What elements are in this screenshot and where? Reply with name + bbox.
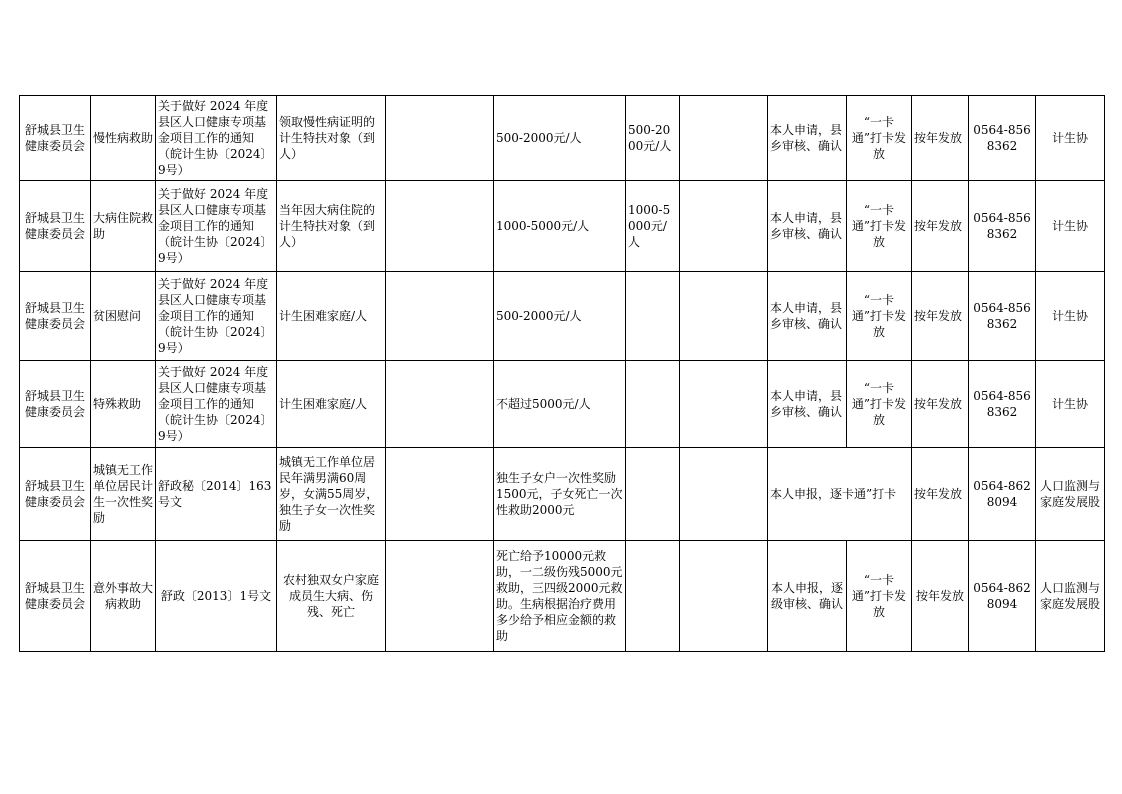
dept-cell: 舒城县卫生健康委员会 xyxy=(20,361,91,448)
target-cell: 计生困难家庭/人 xyxy=(277,272,386,361)
basis-cell: 关于做好 2024 年度县区人口健康专项基金项目工作的通知（皖计生协〔2024〕9号） xyxy=(156,181,277,272)
contact-cell: 计生协 xyxy=(1036,361,1105,448)
blank-cell xyxy=(680,96,768,181)
project-cell: 特殊救助 xyxy=(91,361,156,448)
project-cell: 城镇无工作单位居民计生一次性奖励 xyxy=(91,448,156,541)
project-cell: 意外事故大病救助 xyxy=(91,541,156,652)
method-cell: “一卡通”打卡发放 xyxy=(847,541,912,652)
procedure-cell: 本人申请，县乡审核、确认 xyxy=(768,181,847,272)
method-cell: “一卡通”打卡发放 xyxy=(847,361,912,448)
procedure-cell: 本人申请，县乡审核、确认 xyxy=(768,96,847,181)
procedure-cell: 本人申请，县乡审核、确认 xyxy=(768,361,847,448)
basis-cell: 关于做好 2024 年度县区人口健康专项基金项目工作的通知（皖计生协〔2024〕9号） xyxy=(156,96,277,181)
cycle-cell: 按年发放 xyxy=(912,541,969,652)
dept-cell: 舒城县卫生健康委员会 xyxy=(20,96,91,181)
phone-cell: 0564-8568362 xyxy=(969,96,1036,181)
basis-cell: 关于做好 2024 年度县区人口健康专项基金项目工作的通知（皖计生协〔2024〕9号） xyxy=(156,361,277,448)
procedure-cell: 本人申报，逐卡通”打卡 xyxy=(768,448,912,541)
table-row xyxy=(20,448,1105,541)
cycle-cell: 按年发放 xyxy=(912,181,969,272)
amount-cell: 500-2000元/人 xyxy=(626,96,680,181)
dept-cell: 舒城县卫生健康委员会 xyxy=(20,181,91,272)
basis-cell: 舒政〔2013〕1号文 xyxy=(156,541,277,652)
amount-cell xyxy=(626,448,680,541)
blank-cell xyxy=(386,181,494,272)
phone-cell: 0564-8568362 xyxy=(969,272,1036,361)
table-row xyxy=(20,541,1105,652)
blank-cell xyxy=(386,448,494,541)
project-cell: 大病住院救助 xyxy=(91,181,156,272)
blank-cell xyxy=(386,272,494,361)
contact-cell: 计生协 xyxy=(1036,181,1105,272)
amount-cell xyxy=(626,272,680,361)
table-row xyxy=(20,272,1105,361)
amount-cell xyxy=(626,541,680,652)
blank-cell xyxy=(386,361,494,448)
target-cell: 当年因大病住院的计生特扶对象（到人） xyxy=(277,181,386,272)
target-cell: 计生困难家庭/人 xyxy=(277,361,386,448)
target-cell: 城镇无工作单位居民年满男满60周岁，女满55周岁，独生子女一次性奖励 xyxy=(277,448,386,541)
standard-cell: 1000-5000元/人 xyxy=(494,181,626,272)
amount-cell: 1000-5000元/人 xyxy=(626,181,680,272)
method-cell: “一卡通”打卡发放 xyxy=(847,96,912,181)
table-row xyxy=(20,361,1105,448)
basis-cell: 关于做好 2024 年度县区人口健康专项基金项目工作的通知（皖计生协〔2024〕9号） xyxy=(156,272,277,361)
contact-cell: 计生协 xyxy=(1036,96,1105,181)
contact-cell: 人口监测与家庭发展股 xyxy=(1036,541,1105,652)
target-cell: 领取慢性病证明的计生特扶对象（到人） xyxy=(277,96,386,181)
blank-cell xyxy=(386,96,494,181)
cycle-cell: 按年发放 xyxy=(912,361,969,448)
phone-cell: 0564-8568362 xyxy=(969,181,1036,272)
blank-cell xyxy=(680,361,768,448)
standard-cell: 不超过5000元/人 xyxy=(494,361,626,448)
phone-cell: 0564-8628094 xyxy=(969,541,1036,652)
phone-cell: 0564-8568362 xyxy=(969,361,1036,448)
procedure-cell: 本人申请，县乡审核、确认 xyxy=(768,272,847,361)
project-cell: 慢性病救助 xyxy=(91,96,156,181)
project-cell: 贫困慰问 xyxy=(91,272,156,361)
basis-cell: 舒政秘〔2014〕163号文 xyxy=(156,448,277,541)
blank-cell xyxy=(680,272,768,361)
dept-cell: 舒城县卫生健康委员会 xyxy=(20,448,91,541)
standard-cell: 500-2000元/人 xyxy=(494,272,626,361)
cycle-cell: 按年发放 xyxy=(912,96,969,181)
standard-cell: 死亡给予10000元救助，一二级伤残5000元救助，三四级2000元救助。生病根据治疗费用多少给予相应金额的救助 xyxy=(494,541,626,652)
blank-cell xyxy=(680,181,768,272)
blank-cell xyxy=(680,541,768,652)
contact-cell: 人口监测与家庭发展股 xyxy=(1036,448,1105,541)
method-cell: “一卡通”打卡发放 xyxy=(847,181,912,272)
amount-cell xyxy=(626,361,680,448)
standard-cell: 独生子女户一次性奖励1500元，子女死亡一次性救助2000元 xyxy=(494,448,626,541)
blank-cell xyxy=(680,448,768,541)
contact-cell: 计生协 xyxy=(1036,272,1105,361)
cycle-cell: 按年发放 xyxy=(912,448,969,541)
standard-cell: 500-2000元/人 xyxy=(494,96,626,181)
dept-cell: 舒城县卫生健康委员会 xyxy=(20,541,91,652)
method-cell: “一卡通”打卡发放 xyxy=(847,272,912,361)
target-cell: 农村独双女户家庭成员生大病、伤残、死亡 xyxy=(277,541,386,652)
table-row xyxy=(20,96,1105,181)
phone-cell: 0564-8628094 xyxy=(969,448,1036,541)
cycle-cell: 按年发放 xyxy=(912,272,969,361)
procedure-cell: 本人申报，逐级审核、确认 xyxy=(768,541,847,652)
subsidy-table xyxy=(19,95,1105,652)
dept-cell: 舒城县卫生健康委员会 xyxy=(20,272,91,361)
blank-cell xyxy=(386,541,494,652)
table-row xyxy=(20,181,1105,272)
